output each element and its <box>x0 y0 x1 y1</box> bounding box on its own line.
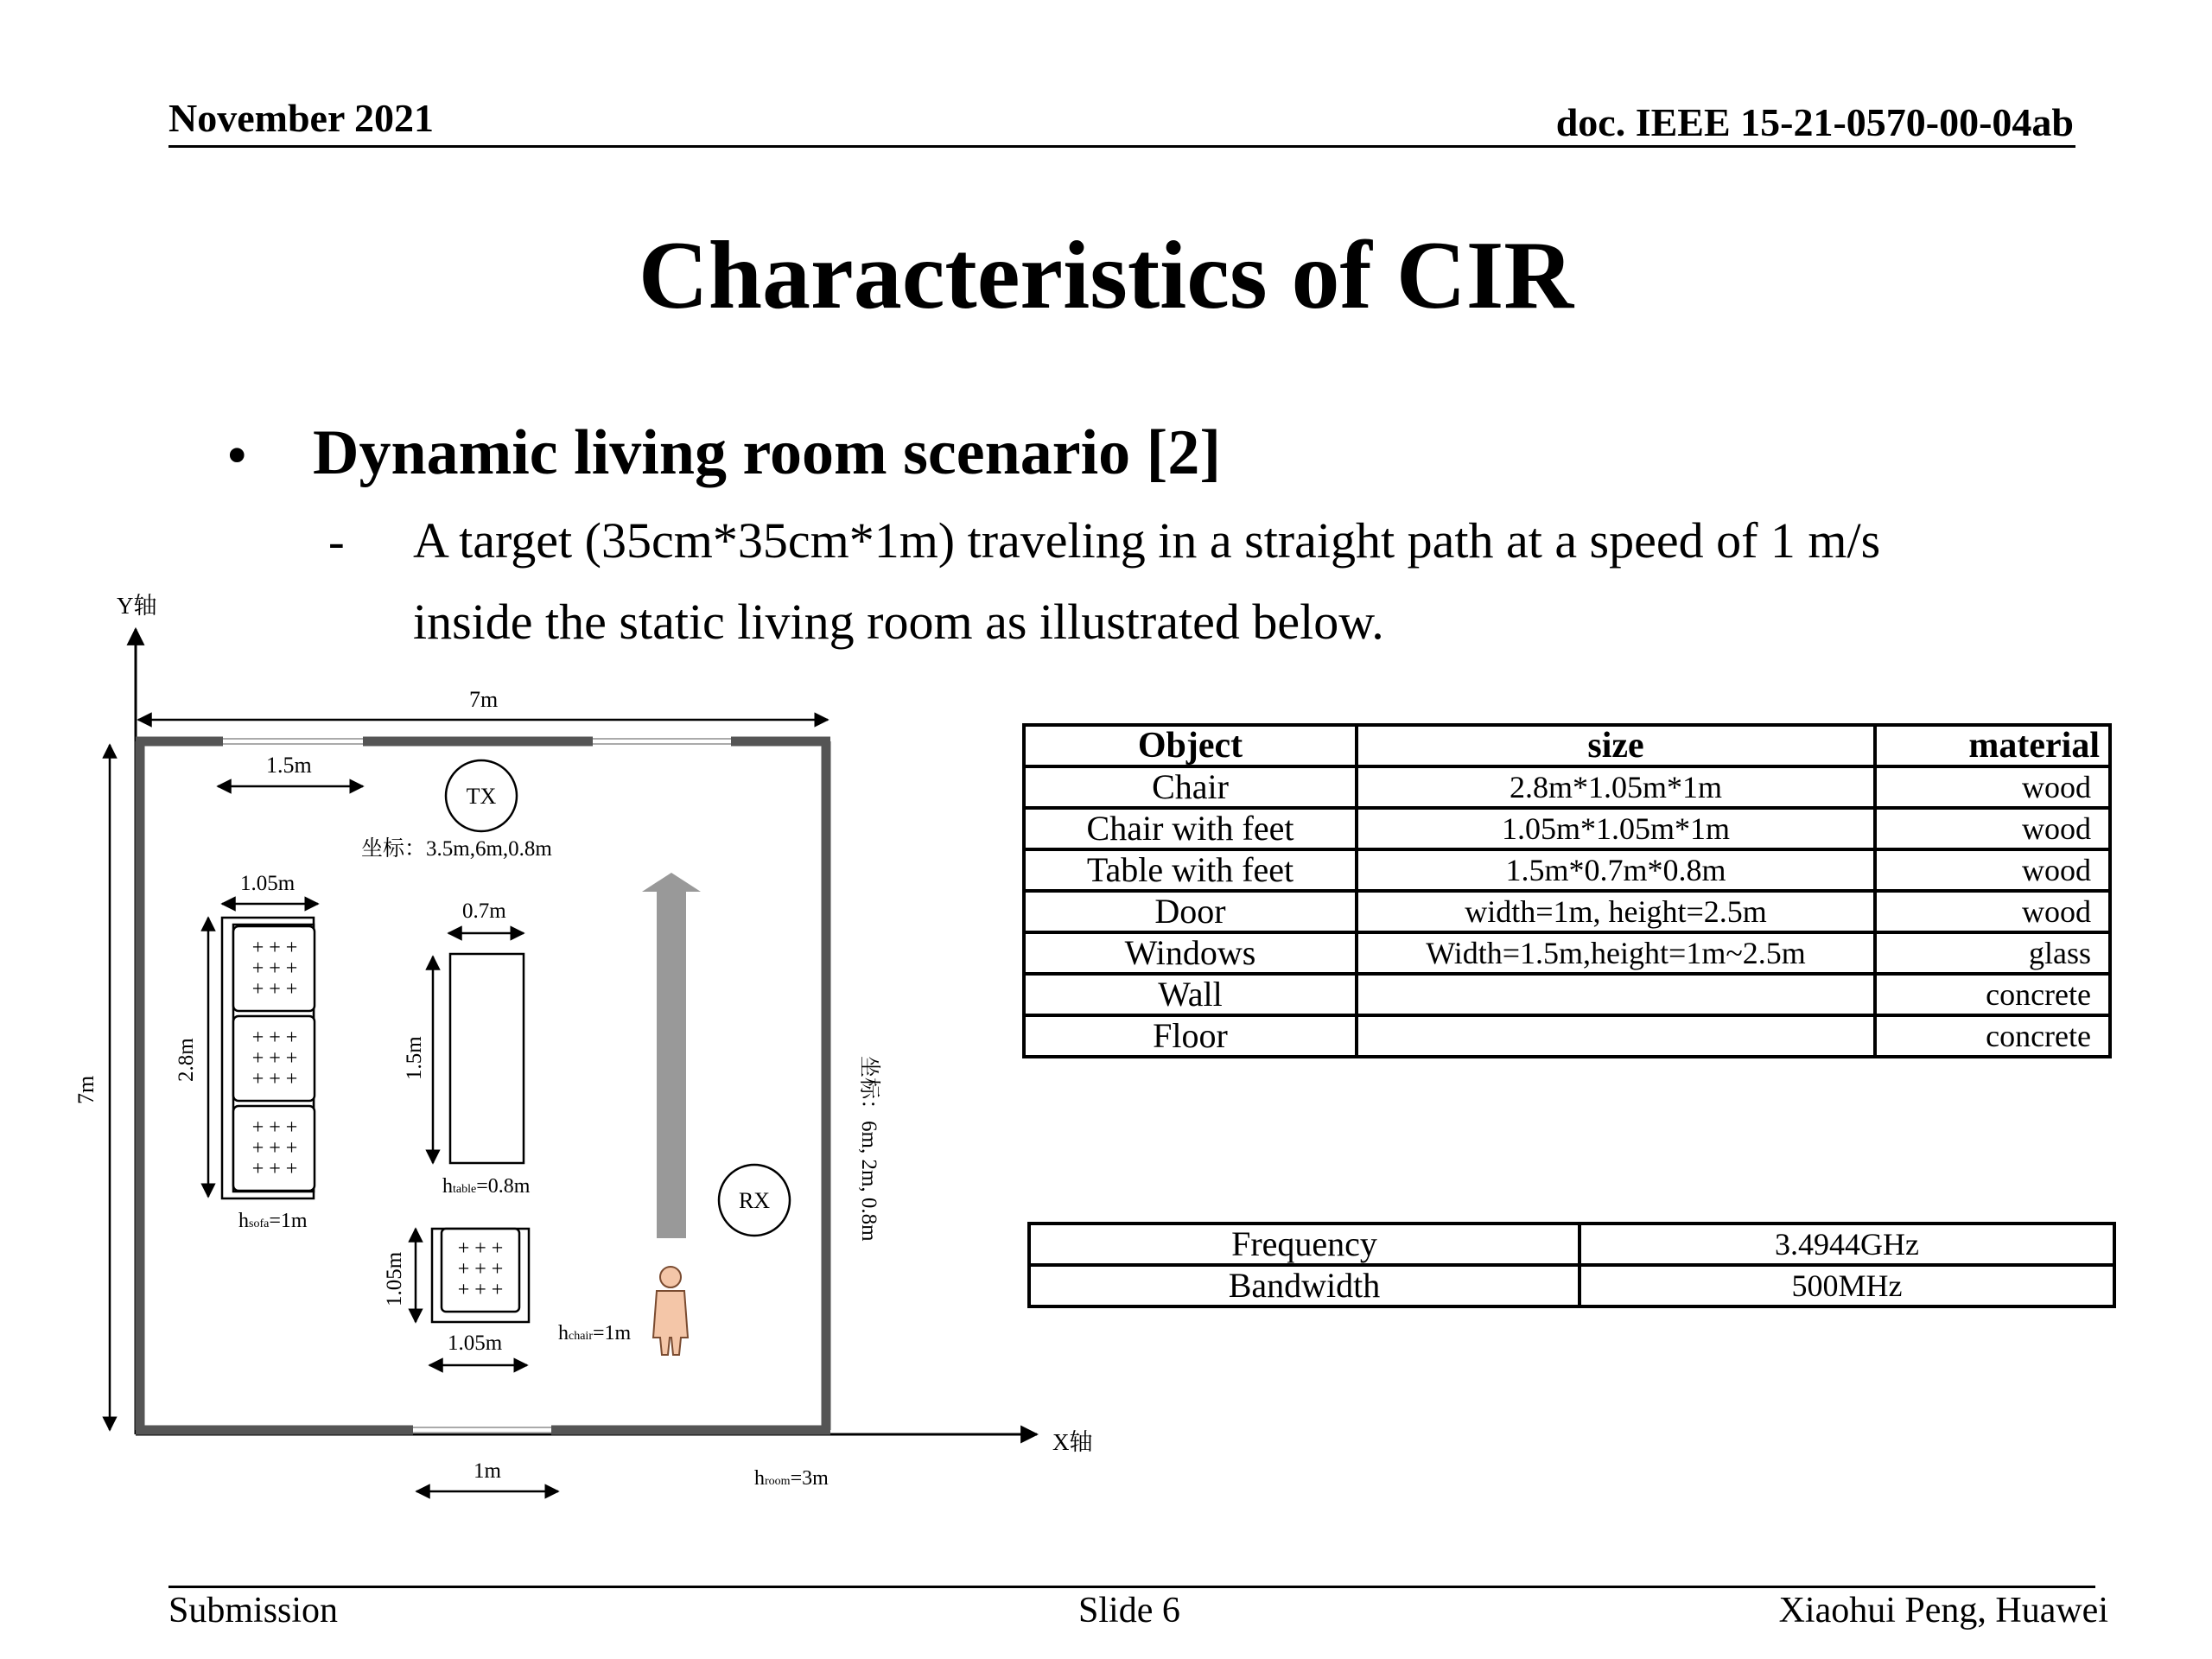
cell-material: concrete <box>1875 1015 2110 1057</box>
sofa-height-label: hsofa=1m <box>238 1210 308 1232</box>
rx-label: RX <box>738 1188 771 1213</box>
svg-text:+ + +: + + + <box>251 1137 298 1160</box>
svg-text:+ + +: + + + <box>457 1237 504 1260</box>
cell-material: wood <box>1875 849 2110 891</box>
svg-text:+ + +: + + + <box>251 1068 298 1090</box>
header-size: size <box>1357 725 1875 766</box>
slide-title: Characteristics of CIR <box>638 222 1574 329</box>
svg-text:+ + +: + + + <box>251 1158 298 1180</box>
room-height-dim-label: 7m <box>73 1075 99 1104</box>
svg-text:+ + +: + + + <box>251 1116 298 1139</box>
object-table <box>1022 723 2112 1058</box>
living-room-diagram <box>0 0 1123 1521</box>
cell-object: Table with feet <box>1024 849 1357 891</box>
footer-submission: Submission <box>168 1591 339 1630</box>
x-axis-label: X轴 <box>1052 1429 1093 1455</box>
bullet-marker: • <box>226 423 248 489</box>
cell-parameter: Frequency <box>1029 1224 1580 1265</box>
y-axis-label: Y轴 <box>117 593 157 619</box>
cell-material: wood <box>1875 766 2110 808</box>
svg-text:+ + +: + + + <box>251 957 298 980</box>
table-row <box>1029 1265 2114 1306</box>
cell-object: Chair <box>1024 766 1357 808</box>
table-row <box>1024 849 2110 891</box>
target-person-icon <box>653 1267 688 1355</box>
footer-slide-number: Slide 6 <box>1078 1591 1180 1630</box>
cell-size: 2.8m*1.05m*1m <box>1357 766 1875 808</box>
sub-bullet-line-2: inside the static living room as illustrated below. <box>413 594 1384 650</box>
cell-value: 500MHz <box>1580 1265 2114 1306</box>
cell-material: wood <box>1875 808 2110 849</box>
cell-size <box>1357 1015 1875 1057</box>
table-height-label: htable=0.8m <box>442 1175 531 1198</box>
svg-text:+ + +: + + + <box>251 978 298 1001</box>
cell-material: concrete <box>1875 974 2110 1015</box>
svg-text:+ + +: + + + <box>251 1027 298 1049</box>
table-row <box>1024 891 2110 932</box>
cell-object: Floor <box>1024 1015 1357 1057</box>
header-doc-id: doc. IEEE 15-21-0570-00-04ab <box>1555 100 2074 144</box>
cell-size <box>1357 974 1875 1015</box>
sub-bullet-line-1: A target (35cm*35cm*1m) traveling in a straight path at a speed of 1 m/s <box>413 512 1881 569</box>
footer-author: Xiaohui Peng, Huawei <box>1778 1591 2108 1630</box>
table-length-label: 1.5m <box>403 1036 426 1080</box>
room-width-label: 7m <box>469 687 499 712</box>
chair-cushion-pattern <box>458 1237 504 1301</box>
table-row <box>1024 932 2110 974</box>
cell-size: width=1m, height=2.5m <box>1357 891 1875 932</box>
table-row <box>1024 808 2110 849</box>
chair-depth-label: 1.05m <box>383 1251 406 1306</box>
table-row <box>1029 1224 2114 1265</box>
door-width-label: 1m <box>474 1459 501 1483</box>
tx-label: TX <box>466 784 497 809</box>
header-date: November 2021 <box>168 96 435 140</box>
rx-coord: 坐标：6m, 2m, 0.8m <box>857 1056 880 1242</box>
table-row <box>1024 1015 2110 1057</box>
table-header-row <box>1024 725 2110 766</box>
sofa-length-label: 2.8m <box>175 1038 198 1082</box>
table <box>450 954 524 1163</box>
cell-object: Door <box>1024 891 1357 932</box>
cell-material: wood <box>1875 891 2110 932</box>
cell-size: 1.5m*0.7m*0.8m <box>1357 849 1875 891</box>
header-object: Object <box>1024 725 1357 766</box>
cell-size: 1.05m*1.05m*1m <box>1357 808 1875 849</box>
window-width-label: 1.5m <box>266 753 312 778</box>
room-height-label: hroom=3m <box>754 1467 829 1490</box>
target-path-arrow <box>642 873 701 1238</box>
table-row <box>1024 974 2110 1015</box>
cell-object: Wall <box>1024 974 1357 1015</box>
cell-value: 3.4944GHz <box>1580 1224 2114 1265</box>
footer-rule <box>168 1586 2095 1588</box>
header-material: material <box>1875 725 2110 766</box>
tx-coord: 坐标：3.5m,6m,0.8m <box>361 837 552 861</box>
cell-material: glass <box>1875 932 2110 974</box>
cell-object: Windows <box>1024 932 1357 974</box>
sub-bullet-marker: - <box>328 515 345 569</box>
cell-object: Chair with feet <box>1024 808 1357 849</box>
cell-size: Width=1.5m,height=1m~2.5m <box>1357 932 1875 974</box>
sofa-width-label: 1.05m <box>240 872 296 895</box>
svg-text:+ + +: + + + <box>251 1047 298 1070</box>
cell-parameter: Bandwidth <box>1029 1265 1580 1306</box>
table-width-label: 0.7m <box>462 899 506 923</box>
sofa-cushion-pattern <box>252 937 298 1180</box>
bullet-text: Dynamic living room scenario [2] <box>313 417 1221 488</box>
table-row <box>1024 766 2110 808</box>
chair-width-label: 1.05m <box>448 1332 503 1355</box>
frequency-table <box>1027 1222 2116 1308</box>
svg-text:+ + +: + + + <box>457 1258 504 1281</box>
door <box>413 1427 551 1433</box>
svg-text:+ + +: + + + <box>251 937 298 959</box>
chair-height-label: hchair=1m <box>558 1322 632 1344</box>
svg-text:+ + +: + + + <box>457 1279 504 1301</box>
